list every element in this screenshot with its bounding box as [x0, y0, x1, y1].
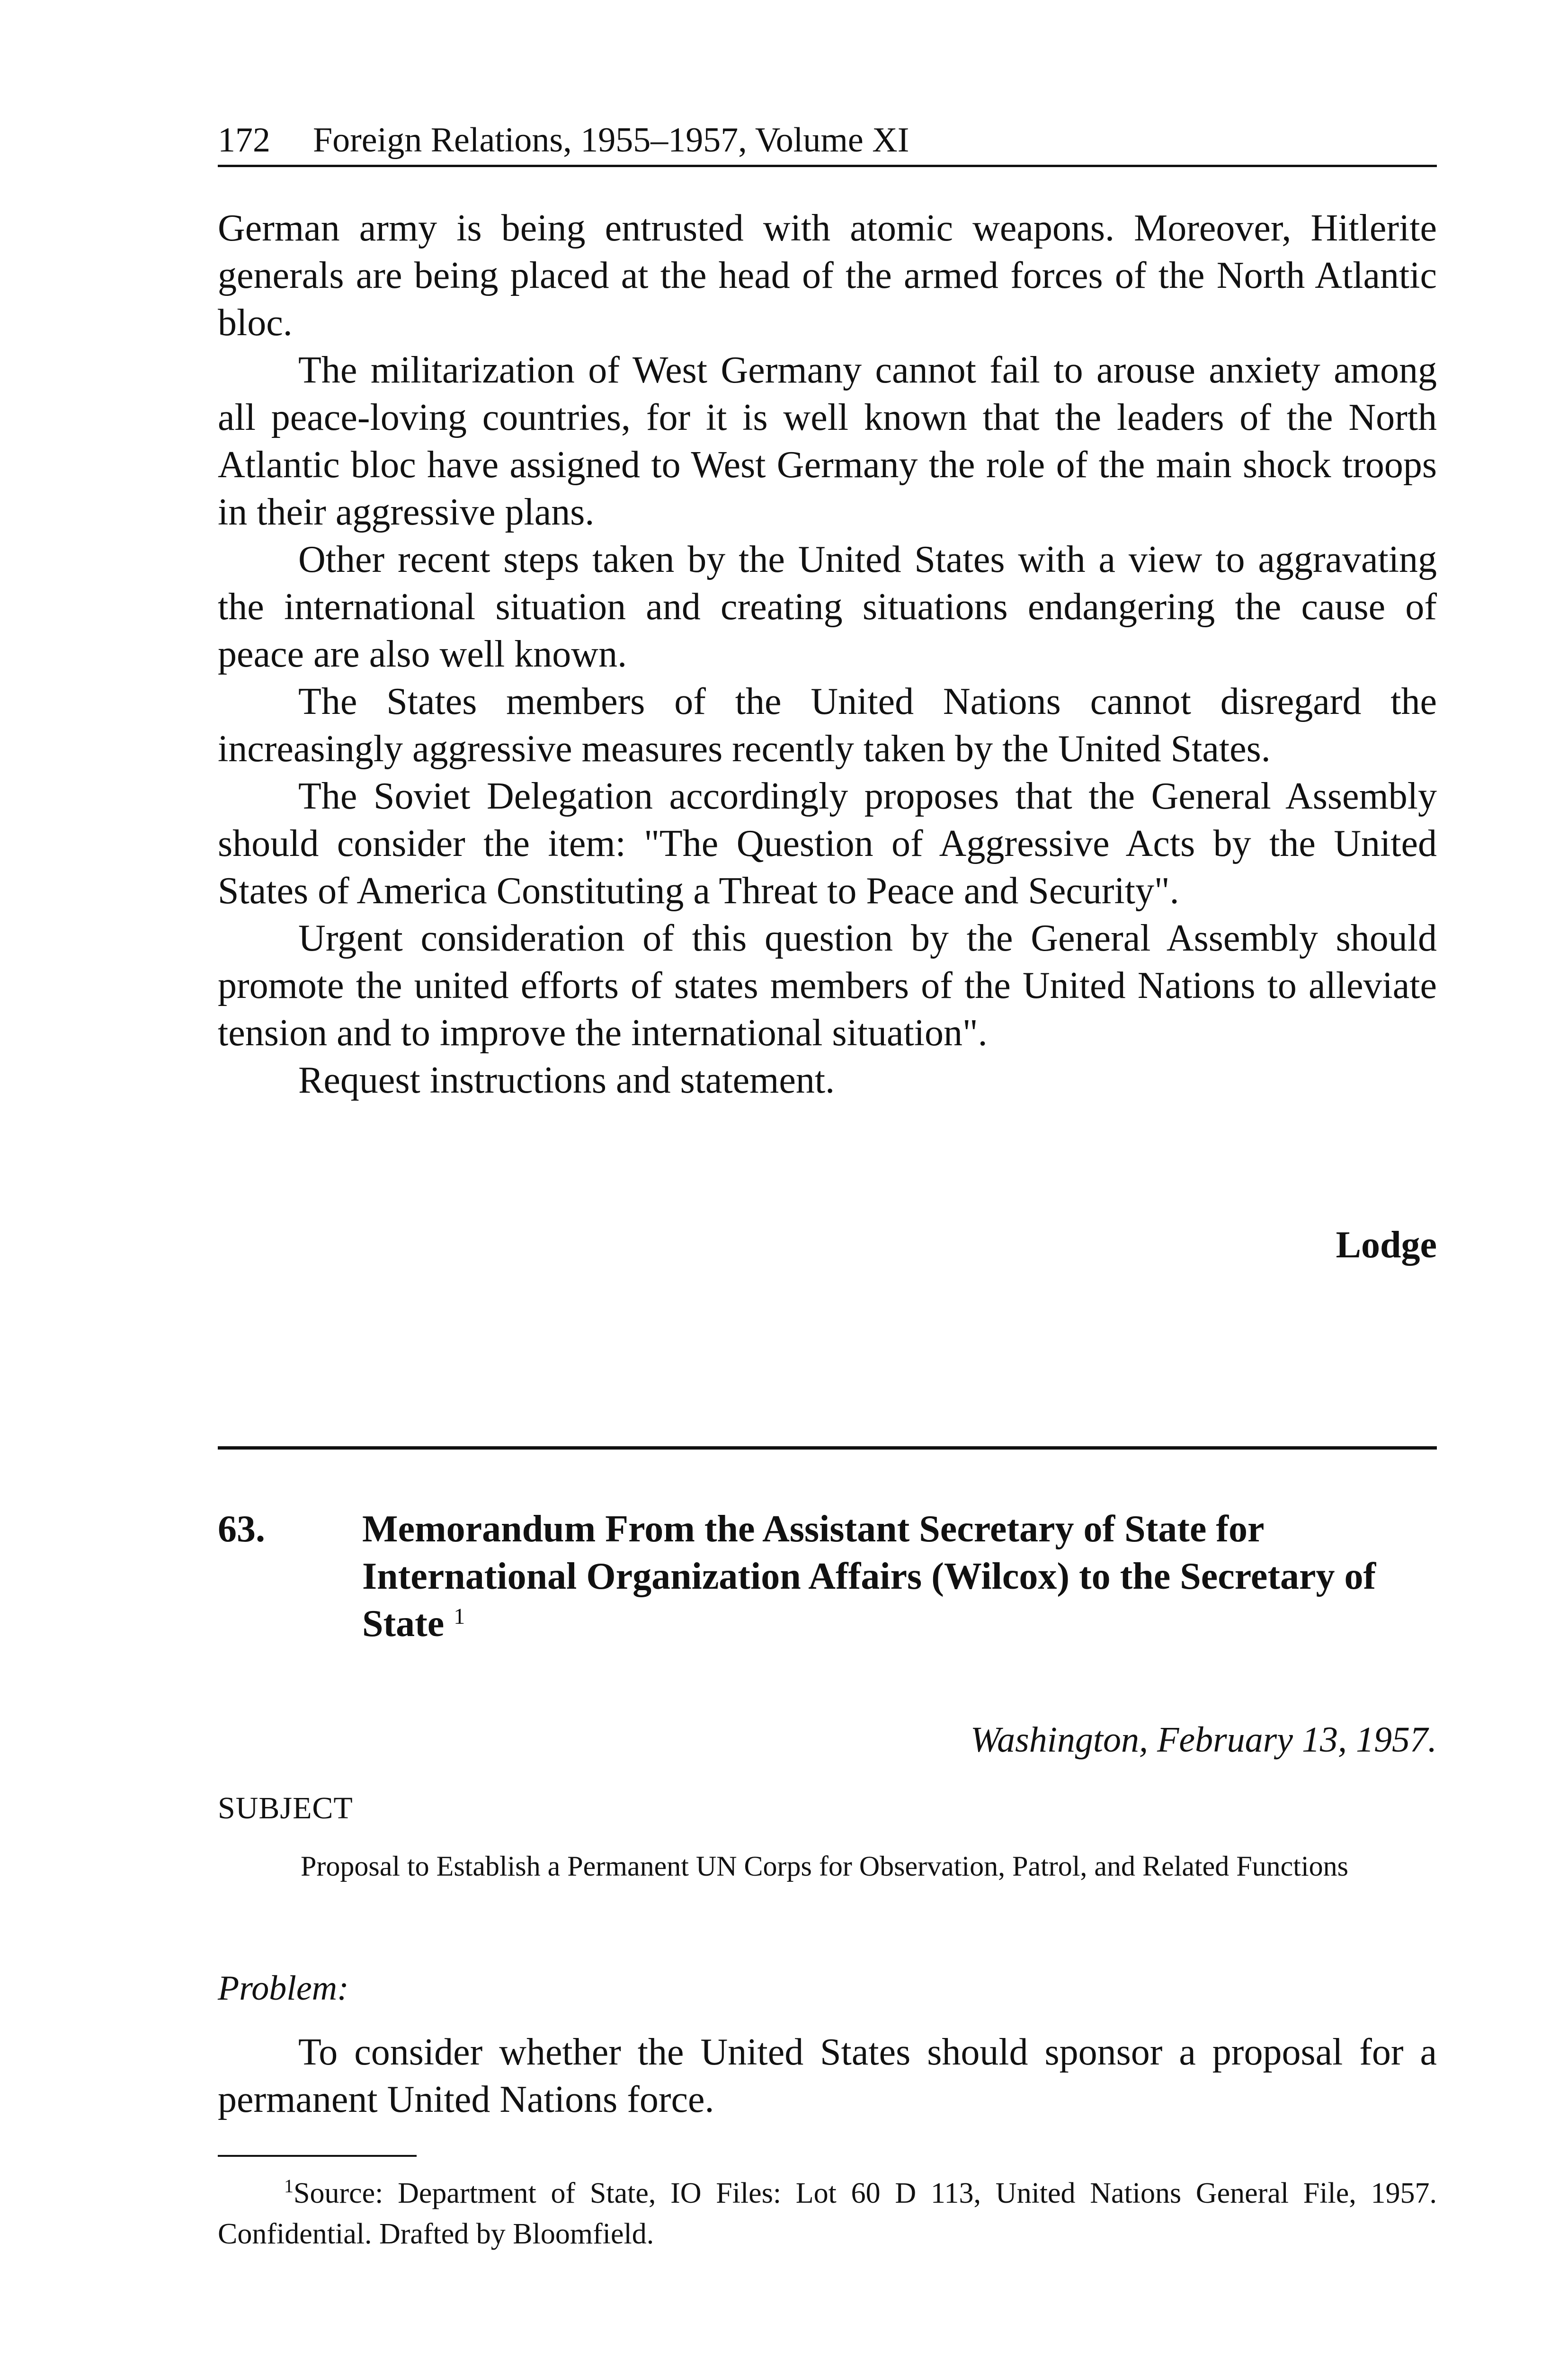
- footnote-text: Source: Department of State, IO Files: Lot 60 D 113, United Nations General File, 1957. Confidential. Drafted by Bloomfield.: [218, 2177, 1437, 2250]
- problem-text: To consider whether the United States should sponsor a proposal for a permanent United Nations force.: [218, 2031, 1437, 2120]
- page-number: 172: [218, 121, 270, 160]
- paragraph: The militarization of West Germany cannot fail to arouse anxiety among all peace-loving countries, for it is well known that the leaders of the North Atlantic bloc have assigned to West Germany the role of the main shock troops in their aggressive plans.: [218, 349, 1437, 533]
- paragraph: Request instructions and statement.: [298, 1059, 835, 1101]
- running-title: Foreign Relations, 1955–1957, Volume XI: [313, 121, 909, 160]
- dateline: Washington, February 13, 1957.: [970, 1720, 1437, 1760]
- paragraph: The Soviet Delegation accordingly proposes that the General Assembly should consider the item: "The Question of Aggressive Acts by the United States of America Constituting a Threat to Peace and Security".: [218, 775, 1437, 912]
- document-title: [362, 1505, 1437, 1647]
- document-number: 63.: [218, 1508, 265, 1550]
- subject-label: SUBJECT: [218, 1791, 353, 1825]
- paragraph: Other recent steps taken by the United States with a view to aggravating the international situation and creating situations endangering the cause of peace are also well known.: [218, 539, 1437, 675]
- subject-text: Proposal to Establish a Permanent UN Corps for Observation, Patrol, and Related Functions: [301, 1851, 1348, 1882]
- section-divider: [218, 1446, 1437, 1450]
- footnote-marker: 1: [284, 2175, 294, 2197]
- running-header: [218, 117, 1437, 167]
- document-title-text: Memorandum From the Assistant Secretary of State for International Organization Affairs (Wilcox) to the Secretary of State: [362, 1508, 1376, 1645]
- footnote-reference: 1: [454, 1604, 465, 1629]
- paragraph: Urgent consideration of this question by the General Assembly should promote the united efforts of states members of the United Nations to alleviate tension and to improve the international situation".: [218, 917, 1437, 1054]
- paragraph-continuation: German army is being entrusted with atomic weapons. Moreover, Hitlerite generals are being placed at the head of the armed forces of the North Atlantic bloc.: [218, 207, 1437, 344]
- problem-label: Problem:: [218, 1969, 349, 2008]
- signature: Lodge: [1336, 1224, 1437, 1266]
- telegram-body: [218, 205, 1437, 1104]
- footnote: [218, 2173, 1437, 2254]
- footnote-divider: [218, 2155, 417, 2157]
- paragraph: The States members of the United Nations cannot disregard the increasingly aggressive measures recently taken by the United States.: [218, 681, 1437, 770]
